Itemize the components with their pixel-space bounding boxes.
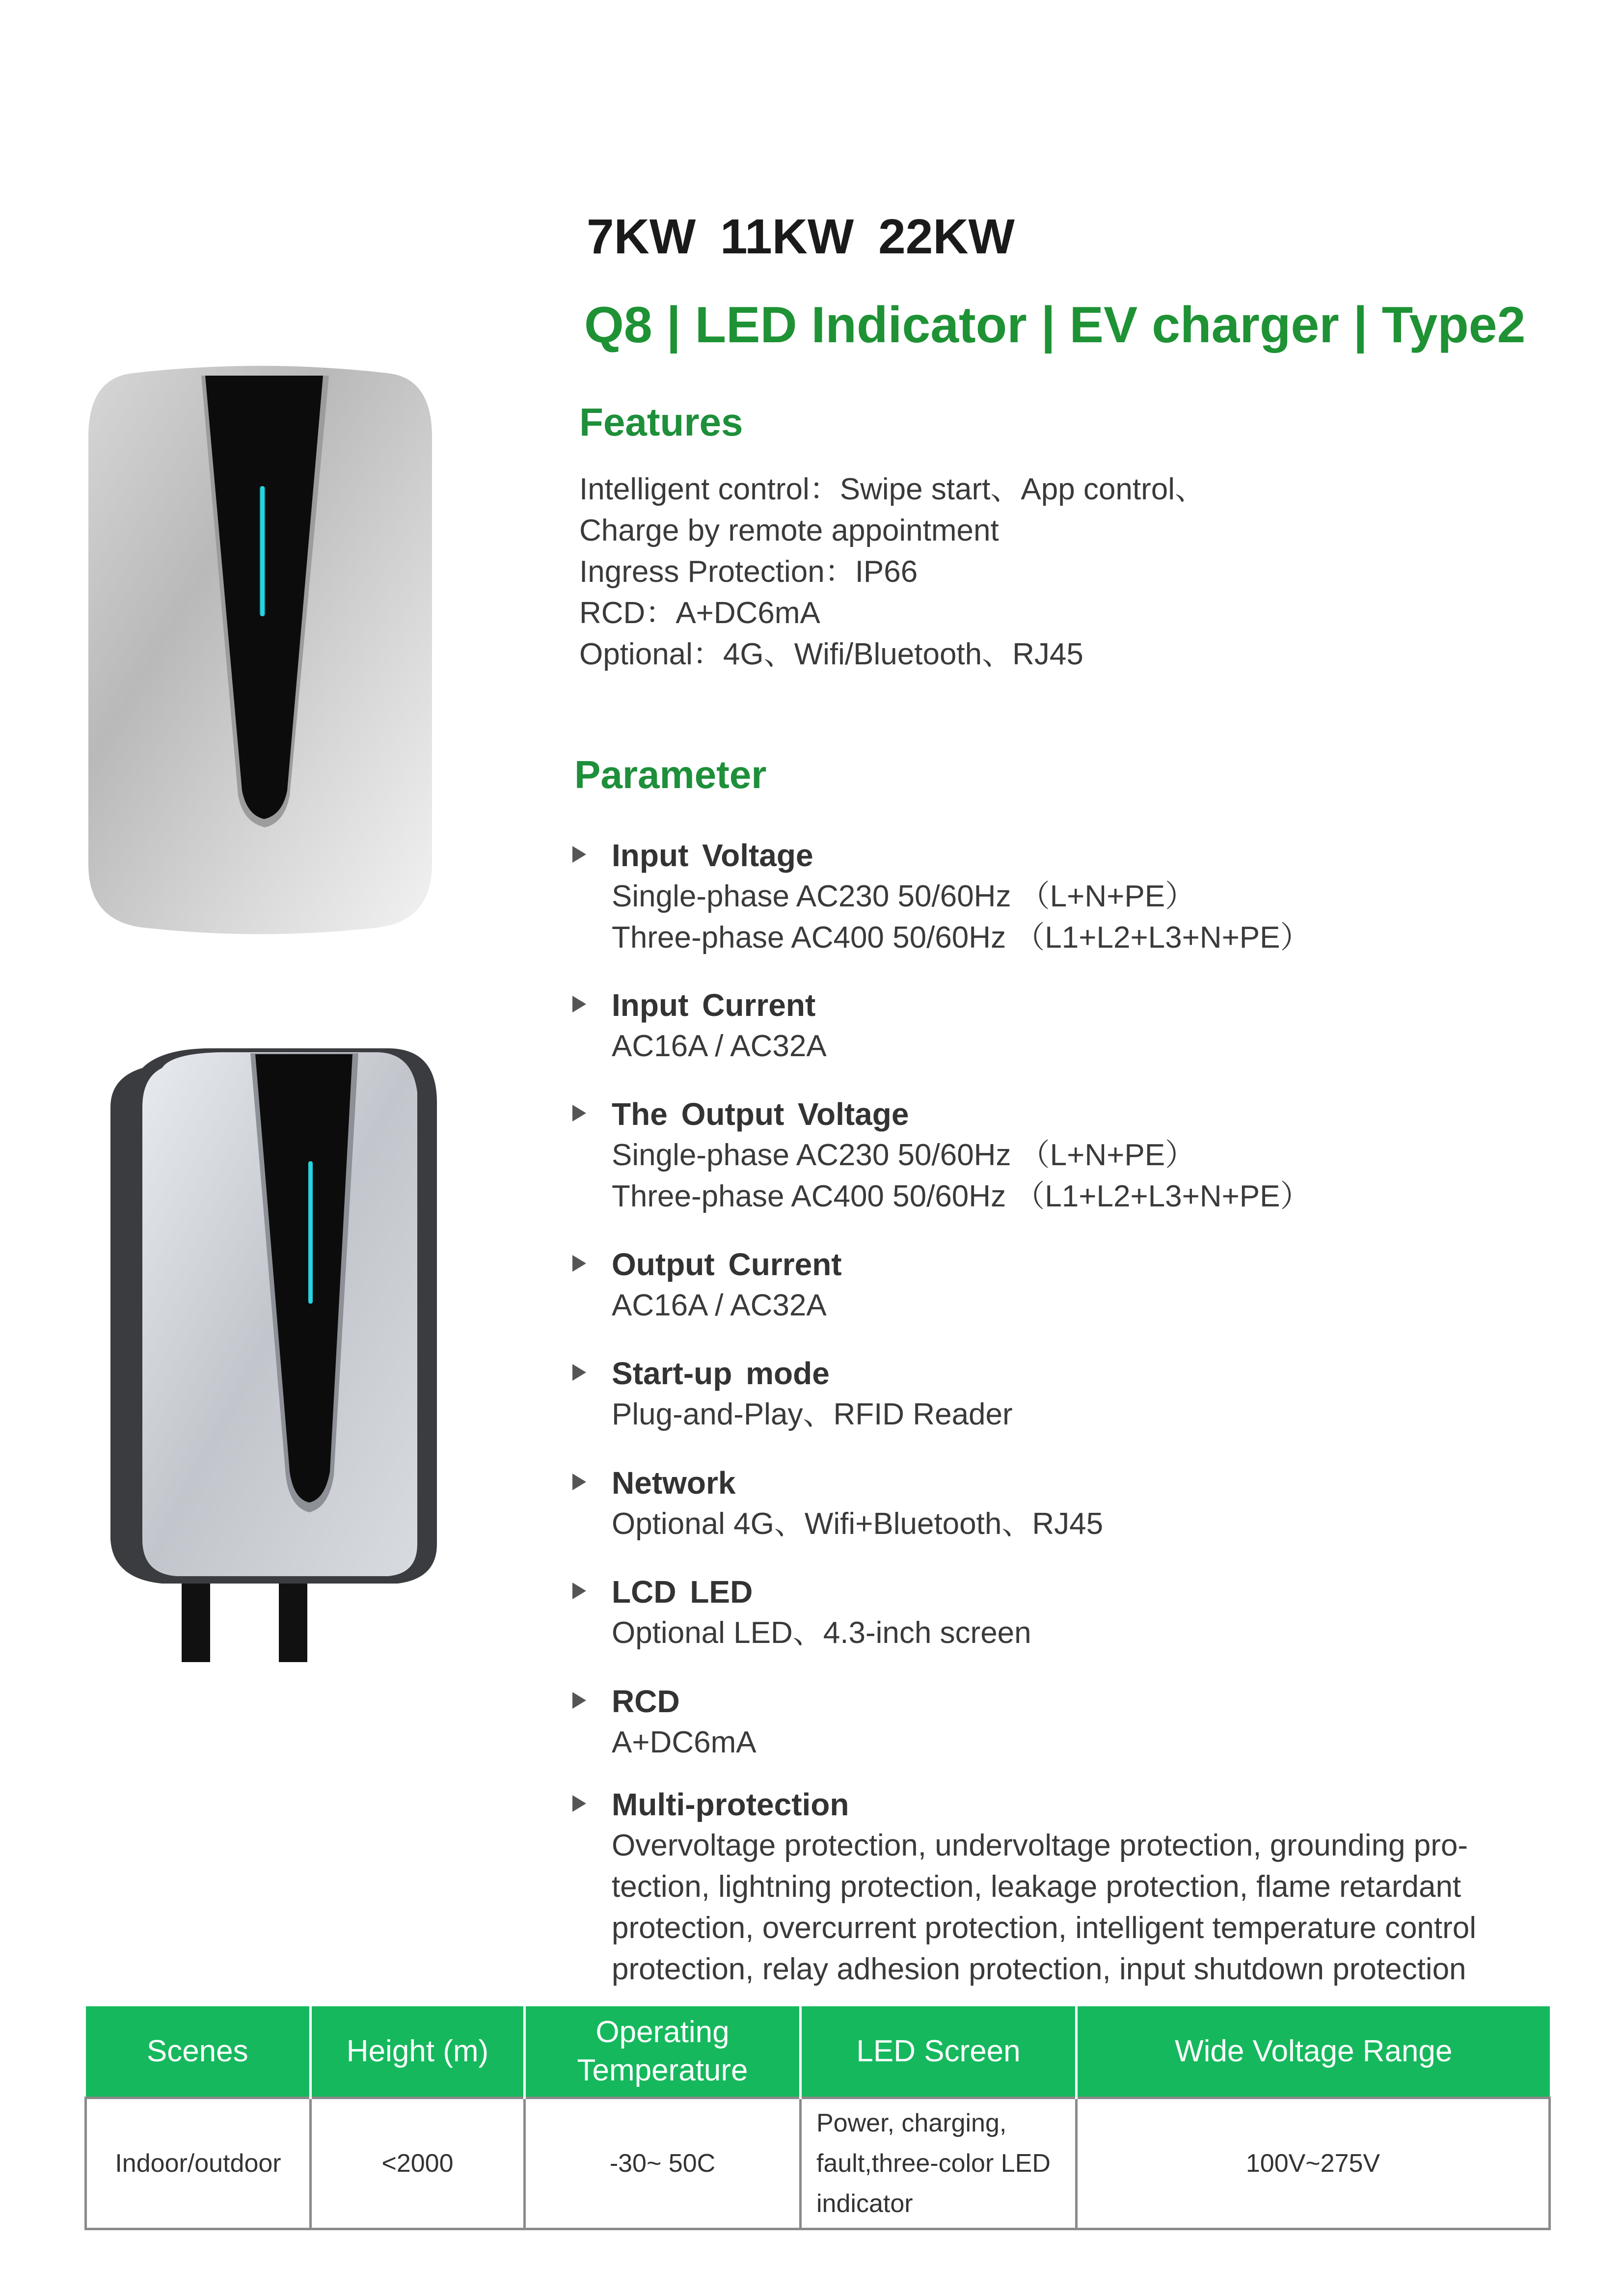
cell-line: indicator bbox=[816, 2189, 913, 2218]
column-header-led-screen: LED Screen bbox=[801, 2006, 1077, 2098]
param-value: Optional 4G、Wifi+Bluetooth、RJ45 bbox=[612, 1507, 1104, 1541]
triangle-bullet-icon bbox=[572, 1105, 586, 1121]
param-value: Optional LED、4.3-inch screen bbox=[612, 1616, 1031, 1650]
column-header-temperature: Operating Temperature bbox=[525, 2006, 801, 2098]
param-value: tection, lightning protection, leakage protection, flame retardant bbox=[612, 1870, 1461, 1904]
table-header-row bbox=[86, 2006, 1550, 2098]
param-name: The Output Voltage bbox=[612, 1096, 909, 1132]
triangle-bullet-icon bbox=[572, 1364, 586, 1381]
param-value: protection, overcurrent protection, intelligent temperature control bbox=[612, 1911, 1477, 1945]
param-value: A+DC6mA bbox=[612, 1725, 757, 1759]
power-ratings-title: 7KW 11KW 22KW bbox=[587, 209, 1015, 264]
parameter-heading: Parameter bbox=[574, 753, 767, 796]
param-value: Overvoltage protection, undervoltage protection, grounding pro- bbox=[612, 1829, 1468, 1862]
param-value: Single-phase AC230 50/60Hz （L+N+PE） bbox=[612, 879, 1196, 913]
feature-item: Ingress Protection：IP66 bbox=[579, 555, 918, 589]
param-value: AC16A / AC32A bbox=[612, 1029, 827, 1063]
param-value: protection, relay adhesion protection, input shutdown protection bbox=[612, 1952, 1466, 1986]
table-row bbox=[86, 2098, 1550, 2229]
param-name: Network bbox=[612, 1465, 736, 1501]
cell-led-screen bbox=[801, 2098, 1077, 2229]
feature-item: RCD：A+DC6mA bbox=[579, 596, 820, 630]
features-list bbox=[579, 469, 1205, 675]
cell-temperature: -30~ 50C bbox=[525, 2098, 801, 2229]
param-name: Output Current bbox=[612, 1247, 842, 1282]
product-title: Q8 | LED Indicator | EV charger | Type2 bbox=[584, 297, 1526, 354]
feature-item: Intelligent control：Swipe start、App control、 bbox=[579, 472, 1206, 506]
charger-angled-image bbox=[103, 1048, 447, 1662]
feature-item: Optional：4G、Wifi/Bluetooth、RJ45 bbox=[579, 637, 1083, 671]
cell-height: <2000 bbox=[311, 2098, 525, 2229]
triangle-bullet-icon bbox=[572, 846, 586, 863]
triangle-bullet-icon bbox=[572, 1255, 586, 1272]
param-name: Input Current bbox=[612, 987, 816, 1023]
param-name: RCD bbox=[612, 1684, 680, 1719]
charger-front-image bbox=[79, 363, 442, 938]
param-value: Plug-and-Play、RFID Reader bbox=[612, 1397, 1013, 1431]
cell-line: fault,three-color LED bbox=[816, 2149, 1051, 2178]
cell-scenes: Indoor/outdoor bbox=[86, 2098, 311, 2229]
param-value: Single-phase AC230 50/60Hz （L+N+PE） bbox=[612, 1138, 1196, 1172]
spec-table bbox=[84, 2006, 1551, 2230]
triangle-bullet-icon bbox=[572, 1474, 586, 1490]
triangle-bullet-icon bbox=[572, 1583, 586, 1599]
param-name: Multi-protection bbox=[612, 1787, 849, 1822]
cell-line: Power, charging, bbox=[816, 2109, 1007, 2137]
feature-item: Charge by remote appointment bbox=[579, 514, 999, 547]
param-value: Three-phase AC400 50/60Hz （L1+L2+L3+N+PE） bbox=[612, 1179, 1311, 1213]
triangle-bullet-icon bbox=[572, 1795, 586, 1812]
param-name: Start-up mode bbox=[612, 1356, 830, 1391]
column-header-scenes: Scenes bbox=[86, 2006, 311, 2098]
triangle-bullet-icon bbox=[572, 1692, 586, 1709]
cell-voltage-range: 100V~275V bbox=[1077, 2098, 1550, 2229]
param-value: Three-phase AC400 50/60Hz （L1+L2+L3+N+PE） bbox=[612, 921, 1311, 955]
features-heading: Features bbox=[579, 400, 743, 444]
param-value: AC16A / AC32A bbox=[612, 1288, 827, 1322]
column-header-voltage-range: Wide Voltage Range bbox=[1077, 2006, 1550, 2098]
param-name: LCD LED bbox=[612, 1574, 753, 1610]
column-header-height: Height (m) bbox=[311, 2006, 525, 2098]
param-name: Input Voltage bbox=[612, 838, 813, 873]
triangle-bullet-icon bbox=[572, 996, 586, 1012]
